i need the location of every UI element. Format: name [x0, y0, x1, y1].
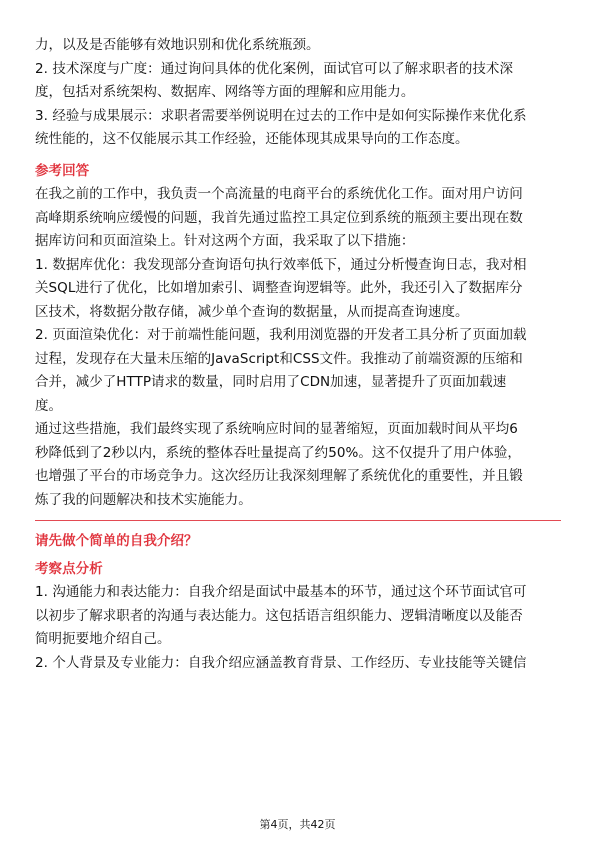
text-line: 度。	[35, 397, 63, 414]
text-line: 2. 个人背景及专业能力：自我介绍应涵盖教育背景、工作经历、专业技能等关键信	[35, 654, 527, 671]
text-line: 秒降低到了2秒以内，系统的整体吞吐量提高了约50%。这不仅提升了用户体验，	[35, 444, 521, 461]
question-title: 请先做个简单的自我介绍？	[35, 533, 198, 549]
text-line: 统性能的，这不仅能展示其工作经验，还能体现其成果导向的工作态度。	[35, 131, 469, 147]
text-line: 高峰期系统响应缓慢的问题，我首先通过监控工具定位到系统的瓶颈主要出现在数	[35, 209, 523, 226]
section-reference-answer	[35, 160, 561, 513]
text-line: 区技术，将数据分散存储，减少单个查询的数据量，从而提高查询速度。	[35, 303, 469, 320]
section-continued-analysis	[35, 34, 561, 152]
text-line: 也增强了平台的市场竞争力。这次经历让我深刻理解了系统优化的重要性，并且锻	[35, 468, 523, 484]
reference-answer-heading: 参考回答	[35, 162, 90, 179]
text-line: 1. 沟通能力和表达能力：自我介绍是面试中最基本的环节，通过这个环节面试官可	[35, 584, 527, 600]
text-line: 度，包括对系统架构、数据库、网络等方面的理解和应用能力。	[35, 84, 415, 100]
text-line: 简明扼要地介绍自己。	[35, 631, 171, 647]
section-divider	[35, 520, 561, 521]
text-line: 过程，发现存在大量未压缩的JavaScript和CSS文件。我推动了前端资源的压缩和	[35, 350, 523, 367]
section-question-2	[35, 530, 561, 675]
text-line: 通过这些措施，我们最终实现了系统响应时间的显著缩短，页面加载时间从平均6	[35, 421, 518, 437]
text-line: 力，以及是否能够有效地识别和优化系统瓶颈。	[35, 37, 320, 53]
text-line: 以初步了解求职者的沟通与表达能力。这包括语言组织能力、逻辑清晰度以及能否	[35, 607, 523, 624]
text-line: 2. 技术深度与广度：通过询问具体的优化案例，面试官可以了解求职者的技术深	[35, 60, 514, 77]
text-line: 炼了我的问题解决和技术实施能力。	[35, 491, 252, 508]
page-footer: 第4页，共42页	[259, 818, 336, 831]
text-line: 3. 经验与成果展示：求职者需要举例说明在过去的工作中是如何实际操作来优化系	[35, 107, 527, 124]
text-line: 合并，减少了HTTP请求的数量，同时启用了CDN加速，显著提升了页面加载速	[35, 374, 507, 390]
analysis-heading: 考察点分析	[35, 560, 103, 577]
text-line: 据库访问和页面渲染上。针对这两个方面，我采取了以下措施：	[35, 233, 415, 249]
text-line: 1. 数据库优化：我发现部分查询语句执行效率低下，通过分析慢查询日志，我对相	[35, 256, 527, 273]
spacer	[35, 152, 561, 160]
text-line: 关SQL进行了优化，比如增加索引、调整查询逻辑等。此外，我还引入了数据库分	[35, 280, 523, 296]
page-content	[35, 34, 561, 675]
text-line: 2. 页面渲染优化：对于前端性能问题，我利用浏览器的开发者工具分析了页面加载	[35, 327, 527, 343]
text-line: 在我之前的工作中，我负责一个高流量的电商平台的系统优化工作。面对用户访问	[35, 186, 523, 202]
